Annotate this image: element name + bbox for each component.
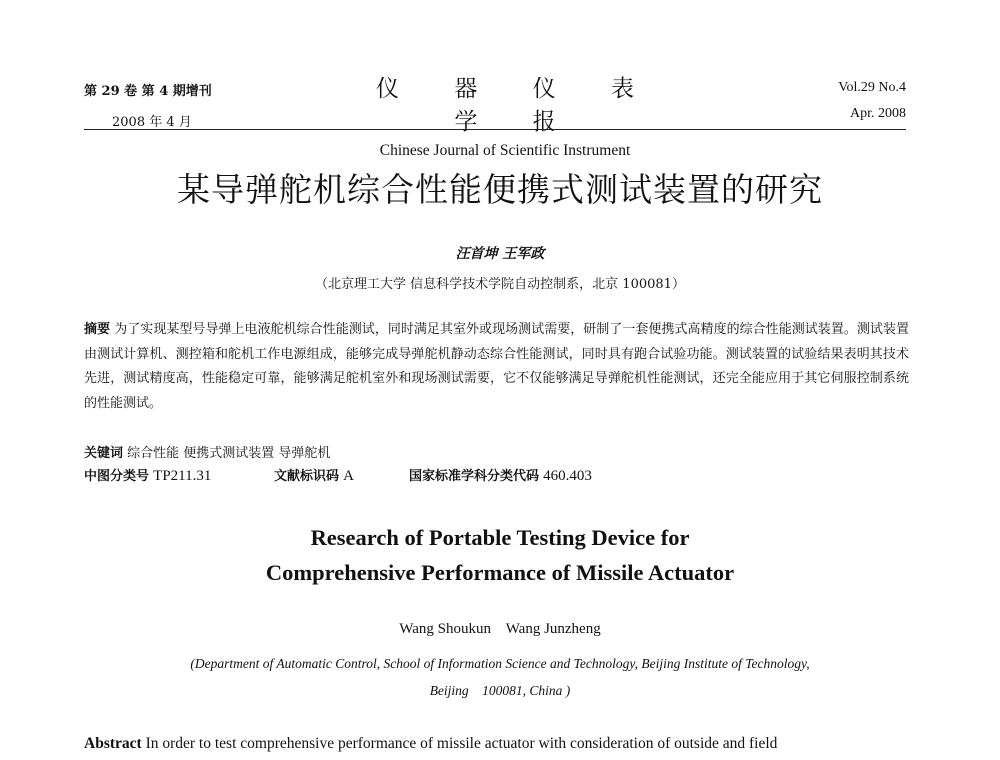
date-en: Apr. 2008 <box>850 106 906 121</box>
journal-title-cn: 仪 器 仪 表 学 报 <box>376 76 658 135</box>
abstract-cn-text: 为了实现某型号导弹上电液舵机综合性能测试，同时满足其室外或现场测试需要，研制了一套便携式高精度的综合性能测试装置。测试装置由测试计算机、测控箱和舵机工作电源组成，能够完成导弹舵机静动态综合性能测试，同时具有跑合试验功能。测试装置的试验结果表明其技术先进，测试精度高，性能稳定可靠，能够满足舵机室外和现场测试需要，它不仅能够满足导弹舵机性能测试，还完全能应用于其它伺服控制系统的性能测试。 <box>84 322 909 411</box>
keywords-cn-label: 关键词 <box>84 446 124 461</box>
affiliation-cn: （北京理工大学 信息科学技术学院自动控制系，北京 100081） <box>315 277 685 292</box>
affiliation-en <box>0 650 1000 704</box>
header-rule <box>84 129 906 130</box>
authors-cn: 汪首坤 王军政 <box>455 246 545 262</box>
affiliation-en-line2: Beijing 100081, China ) <box>429 683 571 698</box>
doc-code-group <box>274 465 354 485</box>
title-en-line2: Comprehensive Performance of Missile Actuator <box>265 560 735 585</box>
date-cn: 2008 年 4 月 <box>112 115 192 130</box>
std-code-label: 国家标准学科分类代码 <box>409 469 540 484</box>
abstract-cn-label: 摘要 <box>84 322 111 337</box>
title-en-line1: Research of Portable Testing Device for <box>310 525 690 550</box>
abstract-cn <box>84 318 909 416</box>
volume-cn: 第 29 卷 第 4 期增刊 <box>84 84 212 99</box>
doc-code-value: A <box>343 468 354 484</box>
paper-title-cn: 某导弹舵机综合性能便携式测试装置的研究 <box>177 170 823 209</box>
std-code-group <box>409 465 592 485</box>
abstract-en <box>84 735 914 753</box>
clc-label: 中图分类号 <box>84 469 150 484</box>
clc-value: TP211.31 <box>153 468 212 484</box>
clc-group <box>84 469 211 484</box>
paper-title-en <box>0 520 1000 590</box>
affiliation-en-line1: (Department of Automatic Control, School of Information Science and Technology, Beijing Institute of Technology, <box>190 656 810 671</box>
header-right <box>838 80 906 122</box>
journal-title-en: Chinese Journal of Scientific Instrument <box>379 142 631 159</box>
header-journal <box>330 70 680 160</box>
abstract-en-text: In order to test comprehensive performance of missile actuator with consideration of outside and field <box>145 735 778 752</box>
keywords-cn <box>84 442 330 461</box>
abstract-en-label: Abstract <box>84 735 142 752</box>
doc-code-label: 文献标识码 <box>274 469 340 484</box>
std-code-value: 460.403 <box>543 468 592 484</box>
authors-en: Wang Shoukun Wang Junzheng <box>399 621 601 637</box>
classification-line <box>84 465 909 485</box>
header-left <box>84 80 212 130</box>
keywords-cn-text: 综合性能 便携式测试装置 导弹舵机 <box>127 446 331 461</box>
volume-en: Vol.29 No.4 <box>838 80 906 95</box>
